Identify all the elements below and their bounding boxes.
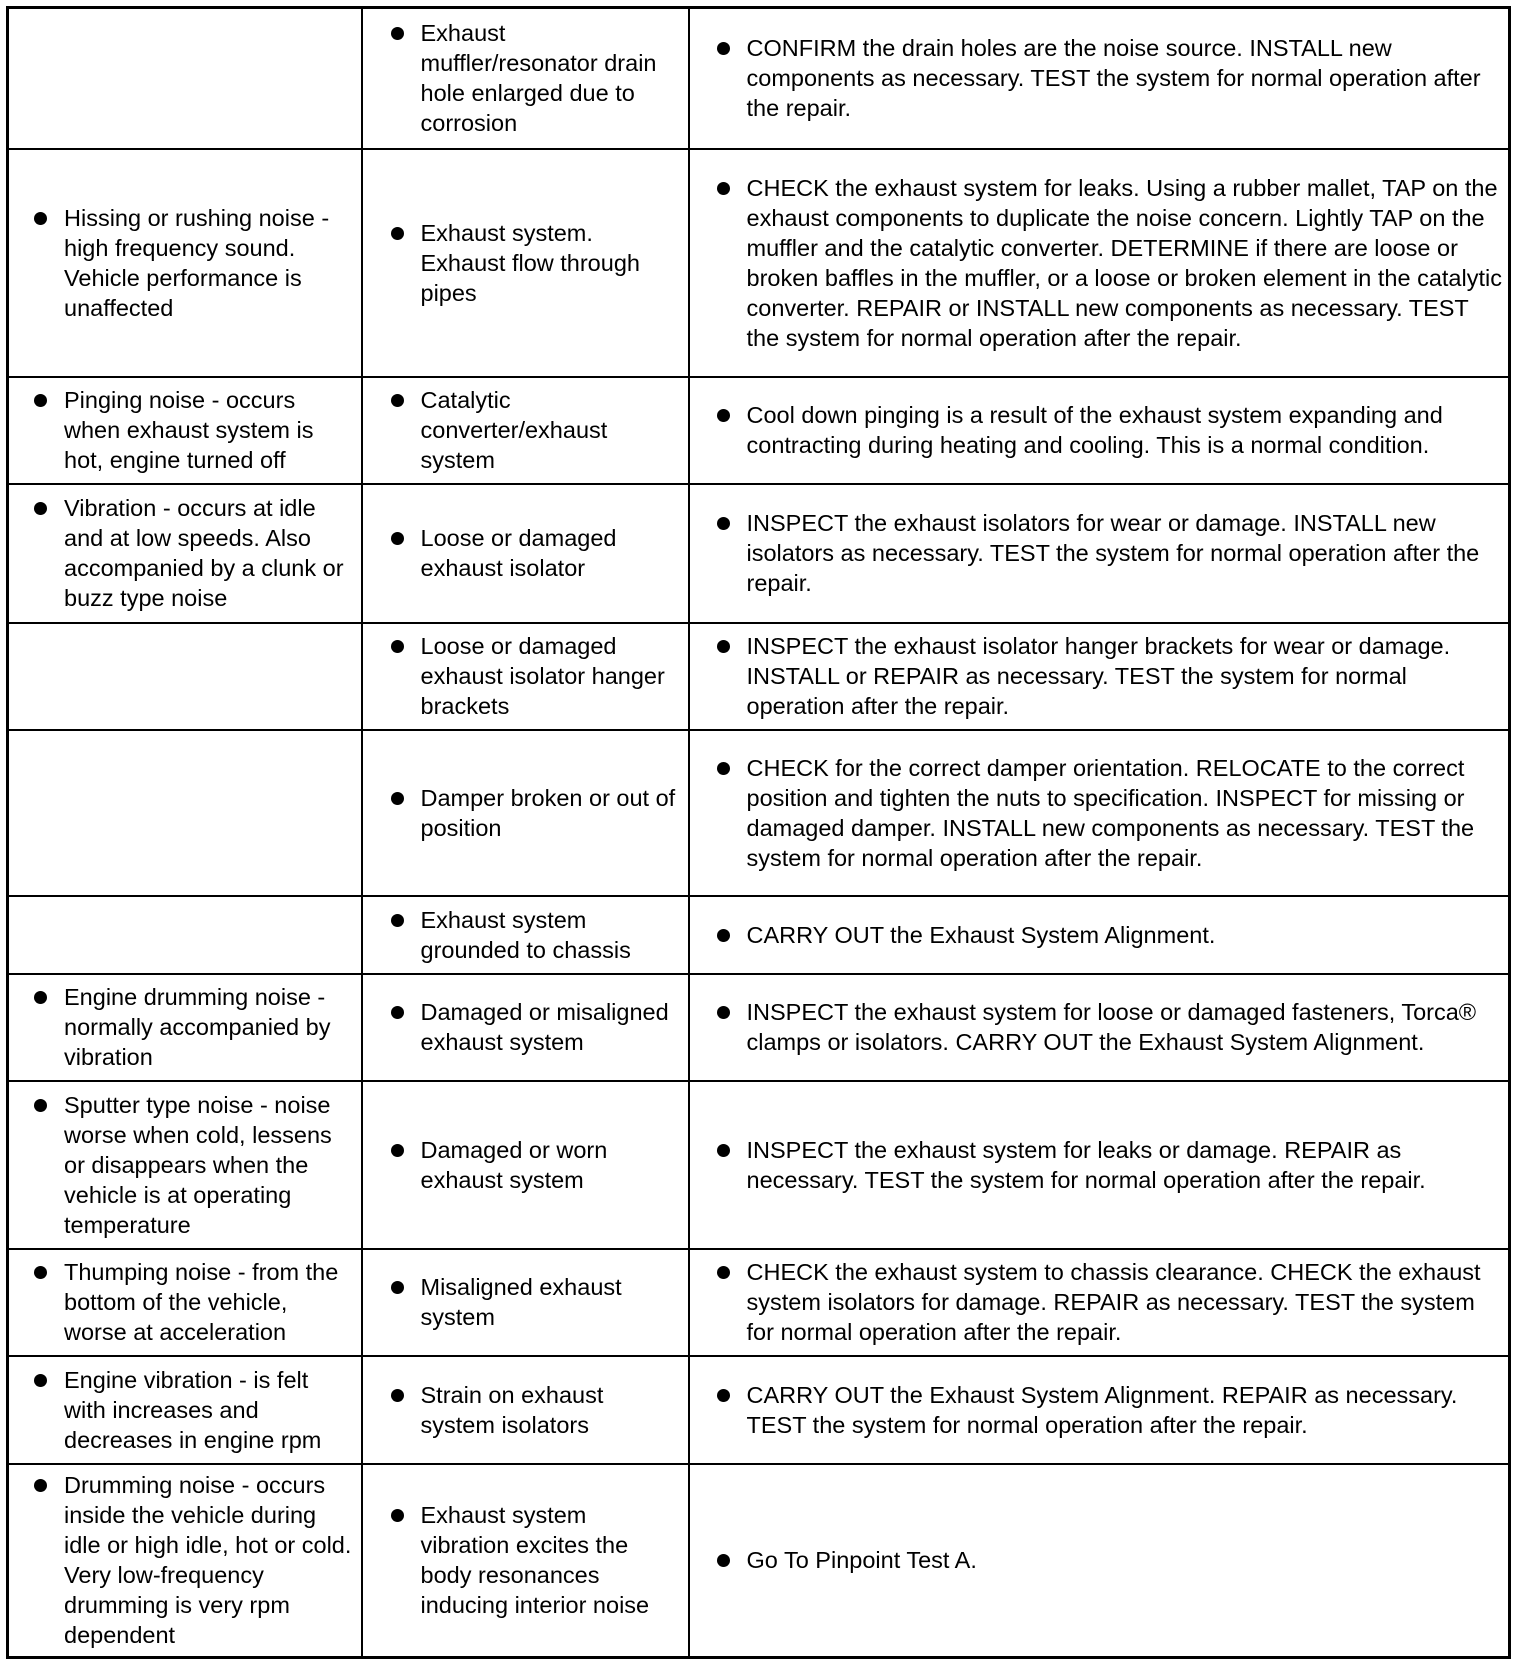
bullet-icon xyxy=(391,1509,404,1522)
source-cell xyxy=(362,8,689,149)
action-cell xyxy=(689,1464,1510,1658)
table-body xyxy=(8,8,1510,1658)
source-cell xyxy=(362,1464,689,1658)
source-cell xyxy=(362,377,689,484)
action-cell xyxy=(689,896,1510,973)
action-text: CHECK for the correct damper orientation. RELOCATE to the correct position and tighten the nuts to specification. INSPECT for missing or damaged damper. INSTALL new components as necessary. TEST the system for normal operation after the repair. xyxy=(746,755,1475,872)
bullet-icon xyxy=(391,792,404,805)
table-row xyxy=(8,149,1510,377)
condition-text: Sputter type noise - noise worse when cold, lessens or disappears when the vehicle is at operating temperature xyxy=(64,1091,332,1238)
action-text: CHECK the exhaust system to chassis clearance. CHECK the exhaust system isolators for damage. REPAIR as necessary. TEST the system for normal operation after the repair. xyxy=(746,1259,1481,1346)
bullet-icon xyxy=(717,182,730,195)
condition-text: Hissing or rushing noise - high frequency sound. Vehicle performance is unaffected xyxy=(64,204,330,321)
source-text: Loose or damaged exhaust isolator xyxy=(420,525,617,582)
bullet-icon xyxy=(717,517,730,530)
bullet-icon xyxy=(717,1389,730,1402)
table-row xyxy=(8,1356,1510,1464)
condition-cell xyxy=(8,149,362,377)
action-text: Cool down pinging is a result of the exhaust system expanding and contracting during heating and cooling. This is a normal condition. xyxy=(746,402,1443,459)
action-cell xyxy=(689,730,1510,897)
action-cell xyxy=(689,8,1510,149)
bullet-icon xyxy=(717,1554,730,1567)
action-text: CONFIRM the drain holes are the noise source. INSTALL new components as necessary. TEST the system for normal operation after the repair. xyxy=(746,35,1481,122)
action-text: INSPECT the exhaust system for loose or damaged fasteners, Torca® clamps or isolators. CARRY OUT the Exhaust System Alignment. xyxy=(746,999,1477,1056)
action-text: CHECK the exhaust system for leaks. Using a rubber mallet, TAP on the exhaust components to duplicate the noise concern. Lightly TAP on the muffler and the catalytic converter. DETERMINE if there are loose or broken baffles in the muffler, or a loose or broken element in the catalytic converter. REPAIR or INSTALL new components as necessary. TEST the system for normal operation after the repair. xyxy=(746,174,1502,351)
bullet-icon xyxy=(391,1281,404,1294)
action-text: INSPECT the exhaust system for leaks or damage. REPAIR as necessary. TEST the system for normal operation after the repair. xyxy=(746,1136,1426,1193)
source-cell xyxy=(362,896,689,973)
bullet-icon xyxy=(717,1266,730,1279)
condition-text: Vibration - occurs at idle and at low speeds. Also accompanied by a clunk or buzz type noise xyxy=(64,495,344,612)
condition-cell xyxy=(8,8,362,149)
condition-cell xyxy=(8,1464,362,1658)
condition-text: Engine vibration - is felt with increases and decreases in engine rpm xyxy=(64,1366,322,1453)
condition-cell xyxy=(8,1249,362,1356)
action-cell xyxy=(689,1356,1510,1464)
source-cell xyxy=(362,1081,689,1249)
condition-cell xyxy=(8,1356,362,1464)
condition-cell xyxy=(8,730,362,897)
table-row xyxy=(8,896,1510,973)
condition-text: Drumming noise - occurs inside the vehicle during idle or high idle, hot or cold. Very low-frequency drumming is very rpm dependent xyxy=(64,1472,352,1649)
source-cell xyxy=(362,484,689,623)
bullet-icon xyxy=(717,640,730,653)
action-cell xyxy=(689,1249,1510,1356)
bullet-icon xyxy=(391,394,404,407)
bullet-icon xyxy=(34,991,47,1004)
source-text: Exhaust system. Exhaust flow through pipes xyxy=(420,219,640,306)
action-text: CARRY OUT the Exhaust System Alignment. REPAIR as necessary. TEST the system for normal operation after the repair. xyxy=(746,1381,1458,1438)
action-cell xyxy=(689,974,1510,1081)
bullet-icon xyxy=(717,42,730,55)
condition-cell xyxy=(8,974,362,1081)
bullet-icon xyxy=(717,929,730,942)
source-text: Loose or damaged exhaust isolator hanger brackets xyxy=(420,633,665,720)
source-cell xyxy=(362,730,689,897)
condition-cell xyxy=(8,896,362,973)
source-cell xyxy=(362,623,689,730)
bullet-icon xyxy=(34,1374,47,1387)
source-cell xyxy=(362,1356,689,1464)
table-row xyxy=(8,730,1510,897)
table-row xyxy=(8,974,1510,1081)
table-row xyxy=(8,8,1510,149)
bullet-icon xyxy=(391,532,404,545)
source-cell xyxy=(362,149,689,377)
bullet-icon xyxy=(717,762,730,775)
action-cell xyxy=(689,623,1510,730)
action-cell xyxy=(689,149,1510,377)
diagnosis-table xyxy=(6,6,1511,1659)
source-text: Exhaust muffler/resonator drain hole enlarged due to corrosion xyxy=(420,20,657,137)
action-cell xyxy=(689,484,1510,623)
source-text: Damaged or misaligned exhaust system xyxy=(420,999,669,1056)
source-text: Catalytic converter/exhaust system xyxy=(420,387,608,474)
action-text: INSPECT the exhaust isolators for wear or damage. INSTALL new isolators as necessary. TEST the system for normal operation after the repair. xyxy=(746,510,1480,597)
table-row xyxy=(8,1249,1510,1356)
bullet-icon xyxy=(717,1006,730,1019)
action-text: Go To Pinpoint Test A. xyxy=(746,1547,977,1574)
condition-cell xyxy=(8,1081,362,1249)
action-cell xyxy=(689,1081,1510,1249)
condition-cell xyxy=(8,484,362,623)
table-row xyxy=(8,623,1510,730)
source-cell xyxy=(362,974,689,1081)
action-cell xyxy=(689,377,1510,484)
table-row xyxy=(8,484,1510,623)
source-text: Damper broken or out of position xyxy=(420,785,676,842)
condition-text: Pinging noise - occurs when exhaust system is hot, engine turned off xyxy=(64,387,314,474)
table-row xyxy=(8,377,1510,484)
source-text: Strain on exhaust system isolators xyxy=(420,1381,604,1438)
bullet-icon xyxy=(391,1144,404,1157)
source-text: Exhaust system grounded to chassis xyxy=(420,907,631,964)
bullet-icon xyxy=(391,1006,404,1019)
bullet-icon xyxy=(34,502,47,515)
bullet-icon xyxy=(34,212,47,225)
bullet-icon xyxy=(391,640,404,653)
bullet-icon xyxy=(34,394,47,407)
table-row xyxy=(8,1081,1510,1249)
bullet-icon xyxy=(391,1389,404,1402)
condition-cell xyxy=(8,377,362,484)
bullet-icon xyxy=(34,1266,47,1279)
condition-text: Thumping noise - from the bottom of the vehicle, worse at acceleration xyxy=(64,1259,339,1346)
source-text: Damaged or worn exhaust system xyxy=(420,1136,608,1193)
table-row xyxy=(8,1464,1510,1658)
bullet-icon xyxy=(34,1099,47,1112)
source-text: Misaligned exhaust system xyxy=(420,1274,622,1331)
bullet-icon xyxy=(717,409,730,422)
condition-text: Engine drumming noise - normally accompanied by vibration xyxy=(64,984,331,1071)
source-cell xyxy=(362,1249,689,1356)
source-text: Exhaust system vibration excites the body resonances inducing interior noise xyxy=(420,1502,650,1619)
action-text: INSPECT the exhaust isolator hanger brackets for wear or damage. INSTALL or REPAIR as necessary. TEST the system for normal operation after the repair. xyxy=(746,633,1451,720)
bullet-icon xyxy=(34,1479,47,1492)
bullet-icon xyxy=(391,227,404,240)
condition-cell xyxy=(8,623,362,730)
bullet-icon xyxy=(391,27,404,40)
bullet-icon xyxy=(391,914,404,927)
bullet-icon xyxy=(717,1144,730,1157)
action-text: CARRY OUT the Exhaust System Alignment. xyxy=(746,922,1216,949)
